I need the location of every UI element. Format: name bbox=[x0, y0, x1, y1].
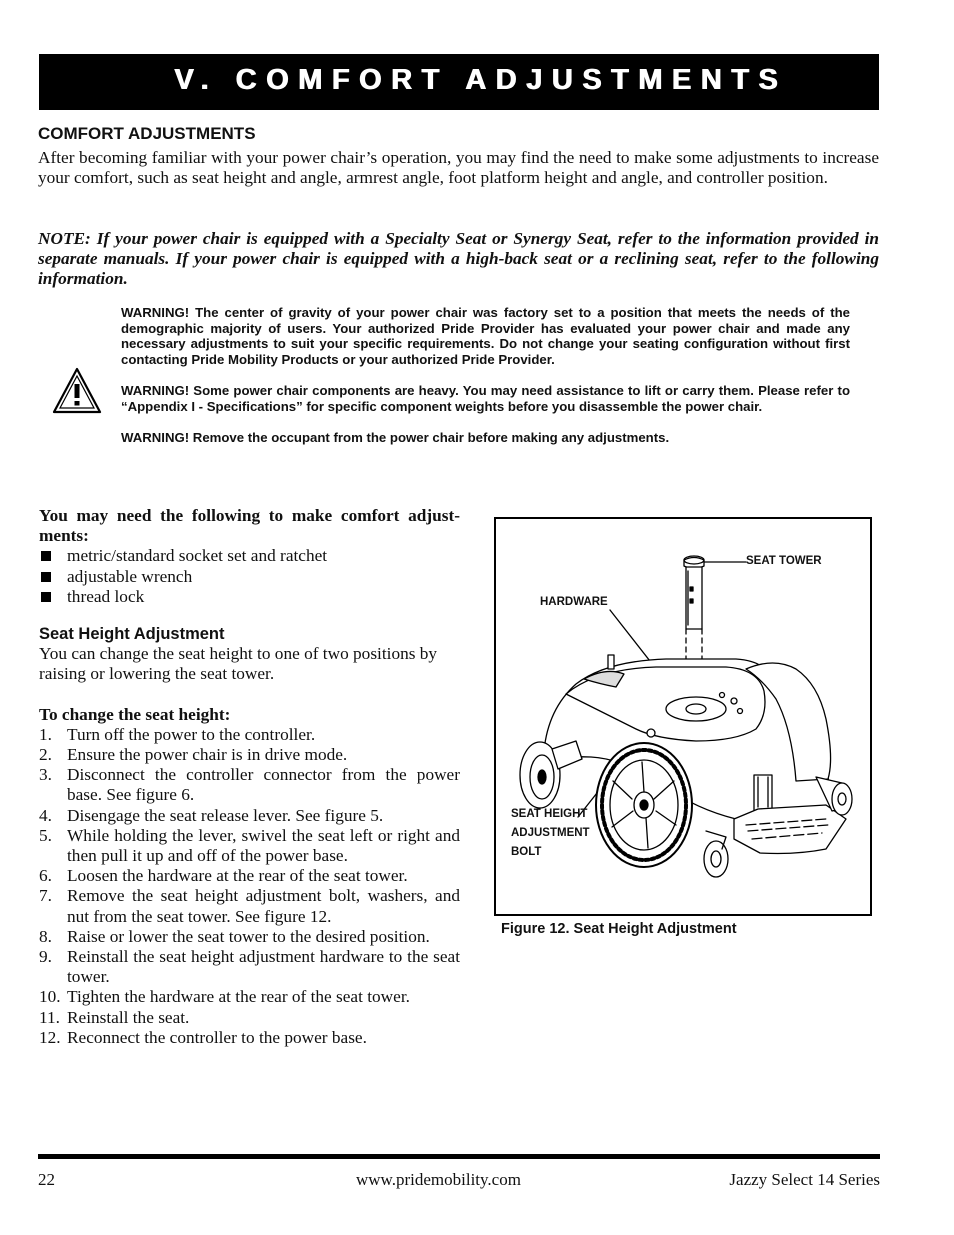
warning-center-of-gravity: WARNING! The center of gravity of your power chair was factory set to a position that meets the needs of the demographic majority of users. Your authorized Pride Provider has evaluated your power chair and made any necessary adjustments to suit your specific requirements. Do not change your seating configuration without first contacting Pride Mobility Products or your authorized Pride Provider. bbox=[121, 305, 850, 367]
page-number: 22 bbox=[38, 1170, 55, 1189]
section-heading: COMFORT ADJUSTMENTS bbox=[38, 124, 256, 143]
chapter-banner bbox=[39, 54, 879, 110]
list-item: 3. Disconnect the controller connector from the power base. See figure 6. bbox=[39, 765, 460, 805]
square-bullet-icon bbox=[41, 572, 51, 582]
list-item: thread lock bbox=[39, 587, 460, 607]
note-paragraph: NOTE: If your power chair is equipped with a Specialty Seat or Synergy Seat, refer to the information provided in separate manuals. If your power chair is equipped with a high-back seat or a reclining seat, refer to the following information. bbox=[38, 229, 879, 289]
steps-list bbox=[39, 725, 460, 1048]
list-item: 4. Disengage the seat release lever. See figure 5. bbox=[39, 805, 384, 825]
footer-url: www.pridemobility.com bbox=[356, 1170, 521, 1189]
list-item: 2. Ensure the power chair is in drive mode. bbox=[39, 745, 348, 765]
label-seat-tower: SEAT TOWER bbox=[746, 555, 822, 567]
warning-heavy-components: WARNING! Some power chair components are heavy. You may need assistance to lift or carry them. Please refer to “Appendix I - Specifications” for specific component weights before you disassemble the power chair. bbox=[121, 382, 850, 414]
list-item: 9. Reinstall the seat height adjustment hardware to the seat tower. bbox=[39, 947, 460, 987]
figure-caption: Figure 12. Seat Height Adjustment bbox=[501, 921, 737, 937]
square-bullet-icon bbox=[41, 592, 51, 602]
list-item: 12. Reconnect the controller to the power base. bbox=[39, 1027, 367, 1047]
tools-list bbox=[39, 546, 460, 607]
warning-remove-occupant: WARNING! Remove the occupant from the power chair before making any adjustments. bbox=[121, 429, 670, 445]
square-bullet-icon bbox=[41, 551, 51, 561]
list-item: 8. Raise or lower the seat tower to the desired position. bbox=[39, 926, 430, 946]
label-seat-height-bolt: SEAT HEIGHT ADJUSTMENT BOLT bbox=[511, 808, 590, 858]
steps-title: To change the seat height: bbox=[39, 704, 231, 724]
seat-height-heading: Seat Height Adjustment bbox=[39, 625, 225, 644]
footer-divider bbox=[38, 1154, 880, 1159]
tools-intro: You may need the following to make comfort adjust-ments: bbox=[39, 506, 460, 546]
chapter-title: V. COMFORT ADJUSTMENTS bbox=[174, 64, 787, 96]
list-item: 11. Reinstall the seat. bbox=[39, 1007, 190, 1027]
figure-12 bbox=[494, 517, 872, 916]
list-item: 5. While holding the lever, swivel the seat left or right and then pull it up and off of the power base. bbox=[39, 825, 460, 866]
footer-series: Jazzy Select 14 Series bbox=[729, 1170, 880, 1189]
list-item: 6. Loosen the hardware at the rear of the seat tower. bbox=[39, 866, 408, 886]
seat-height-description: You can change the seat height to one of two positions by raising or lowering the seat tower. bbox=[39, 644, 438, 684]
list-item: 7. Remove the seat height adjustment bolt, washers, and nut from the seat tower. See figure 12. bbox=[39, 886, 460, 926]
label-hardware: HARDWARE bbox=[540, 596, 608, 608]
list-item: 1. Turn off the power to the controller. bbox=[39, 724, 316, 744]
warnings-block bbox=[121, 305, 850, 461]
warning-triangle-icon bbox=[51, 366, 103, 416]
left-column bbox=[39, 506, 460, 1048]
list-item: metric/standard socket set and ratchet bbox=[39, 546, 460, 566]
intro-paragraph: After becoming familiar with your power chair’s operation, you may find the need to make some adjustments to increase your comfort, such as seat height and angle, armrest angle, foot platform height and angle, and controller position. bbox=[38, 148, 879, 188]
list-item: adjustable wrench bbox=[39, 567, 460, 587]
list-item: 10. Tighten the hardware at the rear of the seat tower. bbox=[39, 987, 410, 1007]
